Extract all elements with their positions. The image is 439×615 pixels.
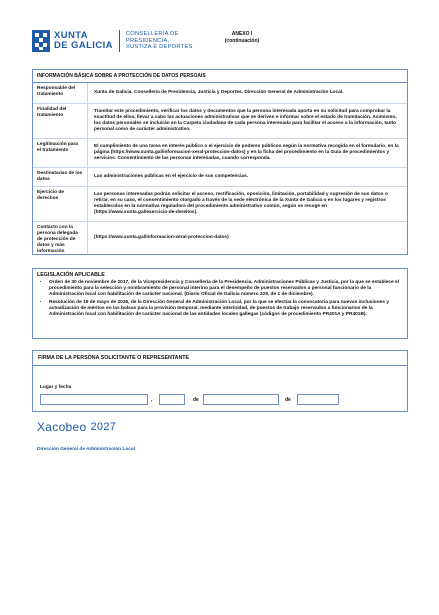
protection-value: El cumplimiento de una tarea en interés público o el ejercicio de poderes públicos según la normativa recogida en el formulario, en la página (https://www.xunta.gal/informacion-xeral-proteccion-datos) y en la ficha del procedimiento en la Guía de procedimientos y servicios. Consentimiento de las personas interesadas, cuando corresponda. bbox=[94, 144, 399, 161]
xunta-logo bbox=[32, 30, 193, 52]
footer-department: Dirección General de Administración Local bbox=[37, 447, 135, 452]
legislation-item: • Orden de 30 de noviembre de 2017, de la Vicepresidencia y Consellería de la Presidencia, Administraciones Públicas y Justicia, por la que se establece el procedimiento para la selección y nombramiento de personal interino para el desempeño de puestos reservados a personal funcionario de la Administración local con habilitación de carácter nacional. (Diario Oficial de Galicia número 229, de 1 de diciembre). bbox=[49, 280, 401, 298]
logo-line-1: XUNTA bbox=[54, 30, 89, 41]
legislation-list bbox=[33, 280, 407, 323]
protection-label: Legitimación para el tratamiento bbox=[33, 139, 88, 167]
annex-continuation: (continuación) bbox=[224, 37, 260, 44]
xunta-crest-icon bbox=[32, 30, 50, 52]
protection-label: Finalidad del tratamiento bbox=[33, 104, 88, 138]
place-field[interactable] bbox=[40, 394, 148, 405]
conselleria-name bbox=[126, 31, 193, 51]
annex-title: ANEXO I bbox=[231, 31, 253, 37]
protection-value: Tramitar este procedimiento, verificar los datos y documentos que la persona interesada aporta en su solicitud para comprobar la exactitud de ellos, llevar a cabo las actuaciones administrativas que se deriven e informar sobre el estado de tramitación. Asimismo, los datos personales se incluirán en la Carpeta ciudadana de cada persona interesada para facilitar el acceso a la información, tanto personal como de carácter administrativo. bbox=[94, 109, 397, 132]
document-header bbox=[32, 30, 412, 58]
conselleria-line-1: CONSELLERÍA DE bbox=[125, 31, 179, 38]
legislation-item: • Resolución de 19 de mayo de 2026, de la Dirección General de Administración Local, por la que se efectúa la convocatoria para nuevas inclusiones y actualización de méritos en las bolsas para la provisión temporal, mediante interinidad, de puestos de trabajo reservados a funcionarios de la Administración local con habilitación de carácter nacional de las entidades locales gallegas (códigos de procedimiento PR401A y PR401B). bbox=[49, 300, 401, 318]
protection-value: Xunta de Galicia. Consellería de Presidencia, Justicia y Deportes. Dirección General de Administración Local. bbox=[94, 90, 344, 95]
xunta-wordmark bbox=[54, 31, 113, 51]
protection-label: Destinatarias de los datos bbox=[33, 168, 88, 186]
signature-title: FIRMA DE LA PERSONA SOLICITANTE O REPRESENTANTE bbox=[33, 351, 407, 366]
protection-row-responsable bbox=[33, 83, 407, 104]
conselleria-line-2: PRESIDENCIA, bbox=[125, 37, 170, 44]
xacobeo-logo bbox=[37, 420, 116, 434]
protection-row-derechos bbox=[33, 187, 407, 222]
logo-line-2: DE GALICIA bbox=[54, 40, 113, 51]
year-field[interactable] bbox=[297, 394, 339, 405]
legislation-section bbox=[32, 268, 408, 339]
annex-label bbox=[212, 31, 272, 44]
conselleria-line-3: XUSTIZA E DEPORTES bbox=[125, 44, 193, 51]
data-protection-title: INFORMACIÓN BÁSICA SOBRE A PROTECCIÓN DE DATOS PERSOAIS bbox=[33, 70, 407, 83]
protection-value: Las administraciones públicas en el ejercicio de sus competencias. bbox=[94, 174, 249, 179]
de-separator: de bbox=[285, 397, 291, 403]
day-field[interactable] bbox=[159, 394, 185, 405]
protection-row-finalidad bbox=[33, 104, 407, 139]
place-date-label: Lugar y fecha bbox=[40, 385, 72, 390]
protection-label: Ejercicio de derechos bbox=[33, 187, 88, 221]
data-protection-section bbox=[32, 69, 408, 255]
protection-label: Contacto con la persona delegada de protección de datos y más información bbox=[33, 222, 88, 254]
protection-value: (https://www.xunta.gal/informacion-xeral-proteccion-datos) bbox=[94, 235, 229, 240]
signature-section bbox=[32, 350, 408, 412]
protection-row-destinatarias bbox=[33, 168, 407, 187]
protection-value: Las personas interesadas podrán solicitar el acceso, rectificación, oposición, limitación, portabilidad y supresión de sus datos o retirar, en su caso, el consentimiento otorgado a través de la sede electrónica de la Xunta de Galicia o en los lugares y registros establecidos en la normativa reguladora del procedimiento administrativo común, según se recoge en (https://www.xunta.gal/exercicio-de-dereitos). bbox=[94, 192, 388, 215]
xacobeo-wordmark: Xacobeo bbox=[37, 420, 87, 434]
de-separator: de bbox=[193, 397, 199, 403]
xacobeo-year: 2027 bbox=[90, 421, 117, 433]
protection-row-legitimacion bbox=[33, 139, 407, 168]
month-field[interactable] bbox=[203, 394, 279, 405]
protection-label: Responsable del tratamiento bbox=[33, 83, 88, 103]
legislation-title: LEGISLACIÓN APLICABLE bbox=[37, 272, 105, 278]
logo-divider bbox=[119, 30, 120, 52]
protection-row-contacto bbox=[33, 222, 407, 254]
comma-separator: , bbox=[151, 397, 153, 403]
